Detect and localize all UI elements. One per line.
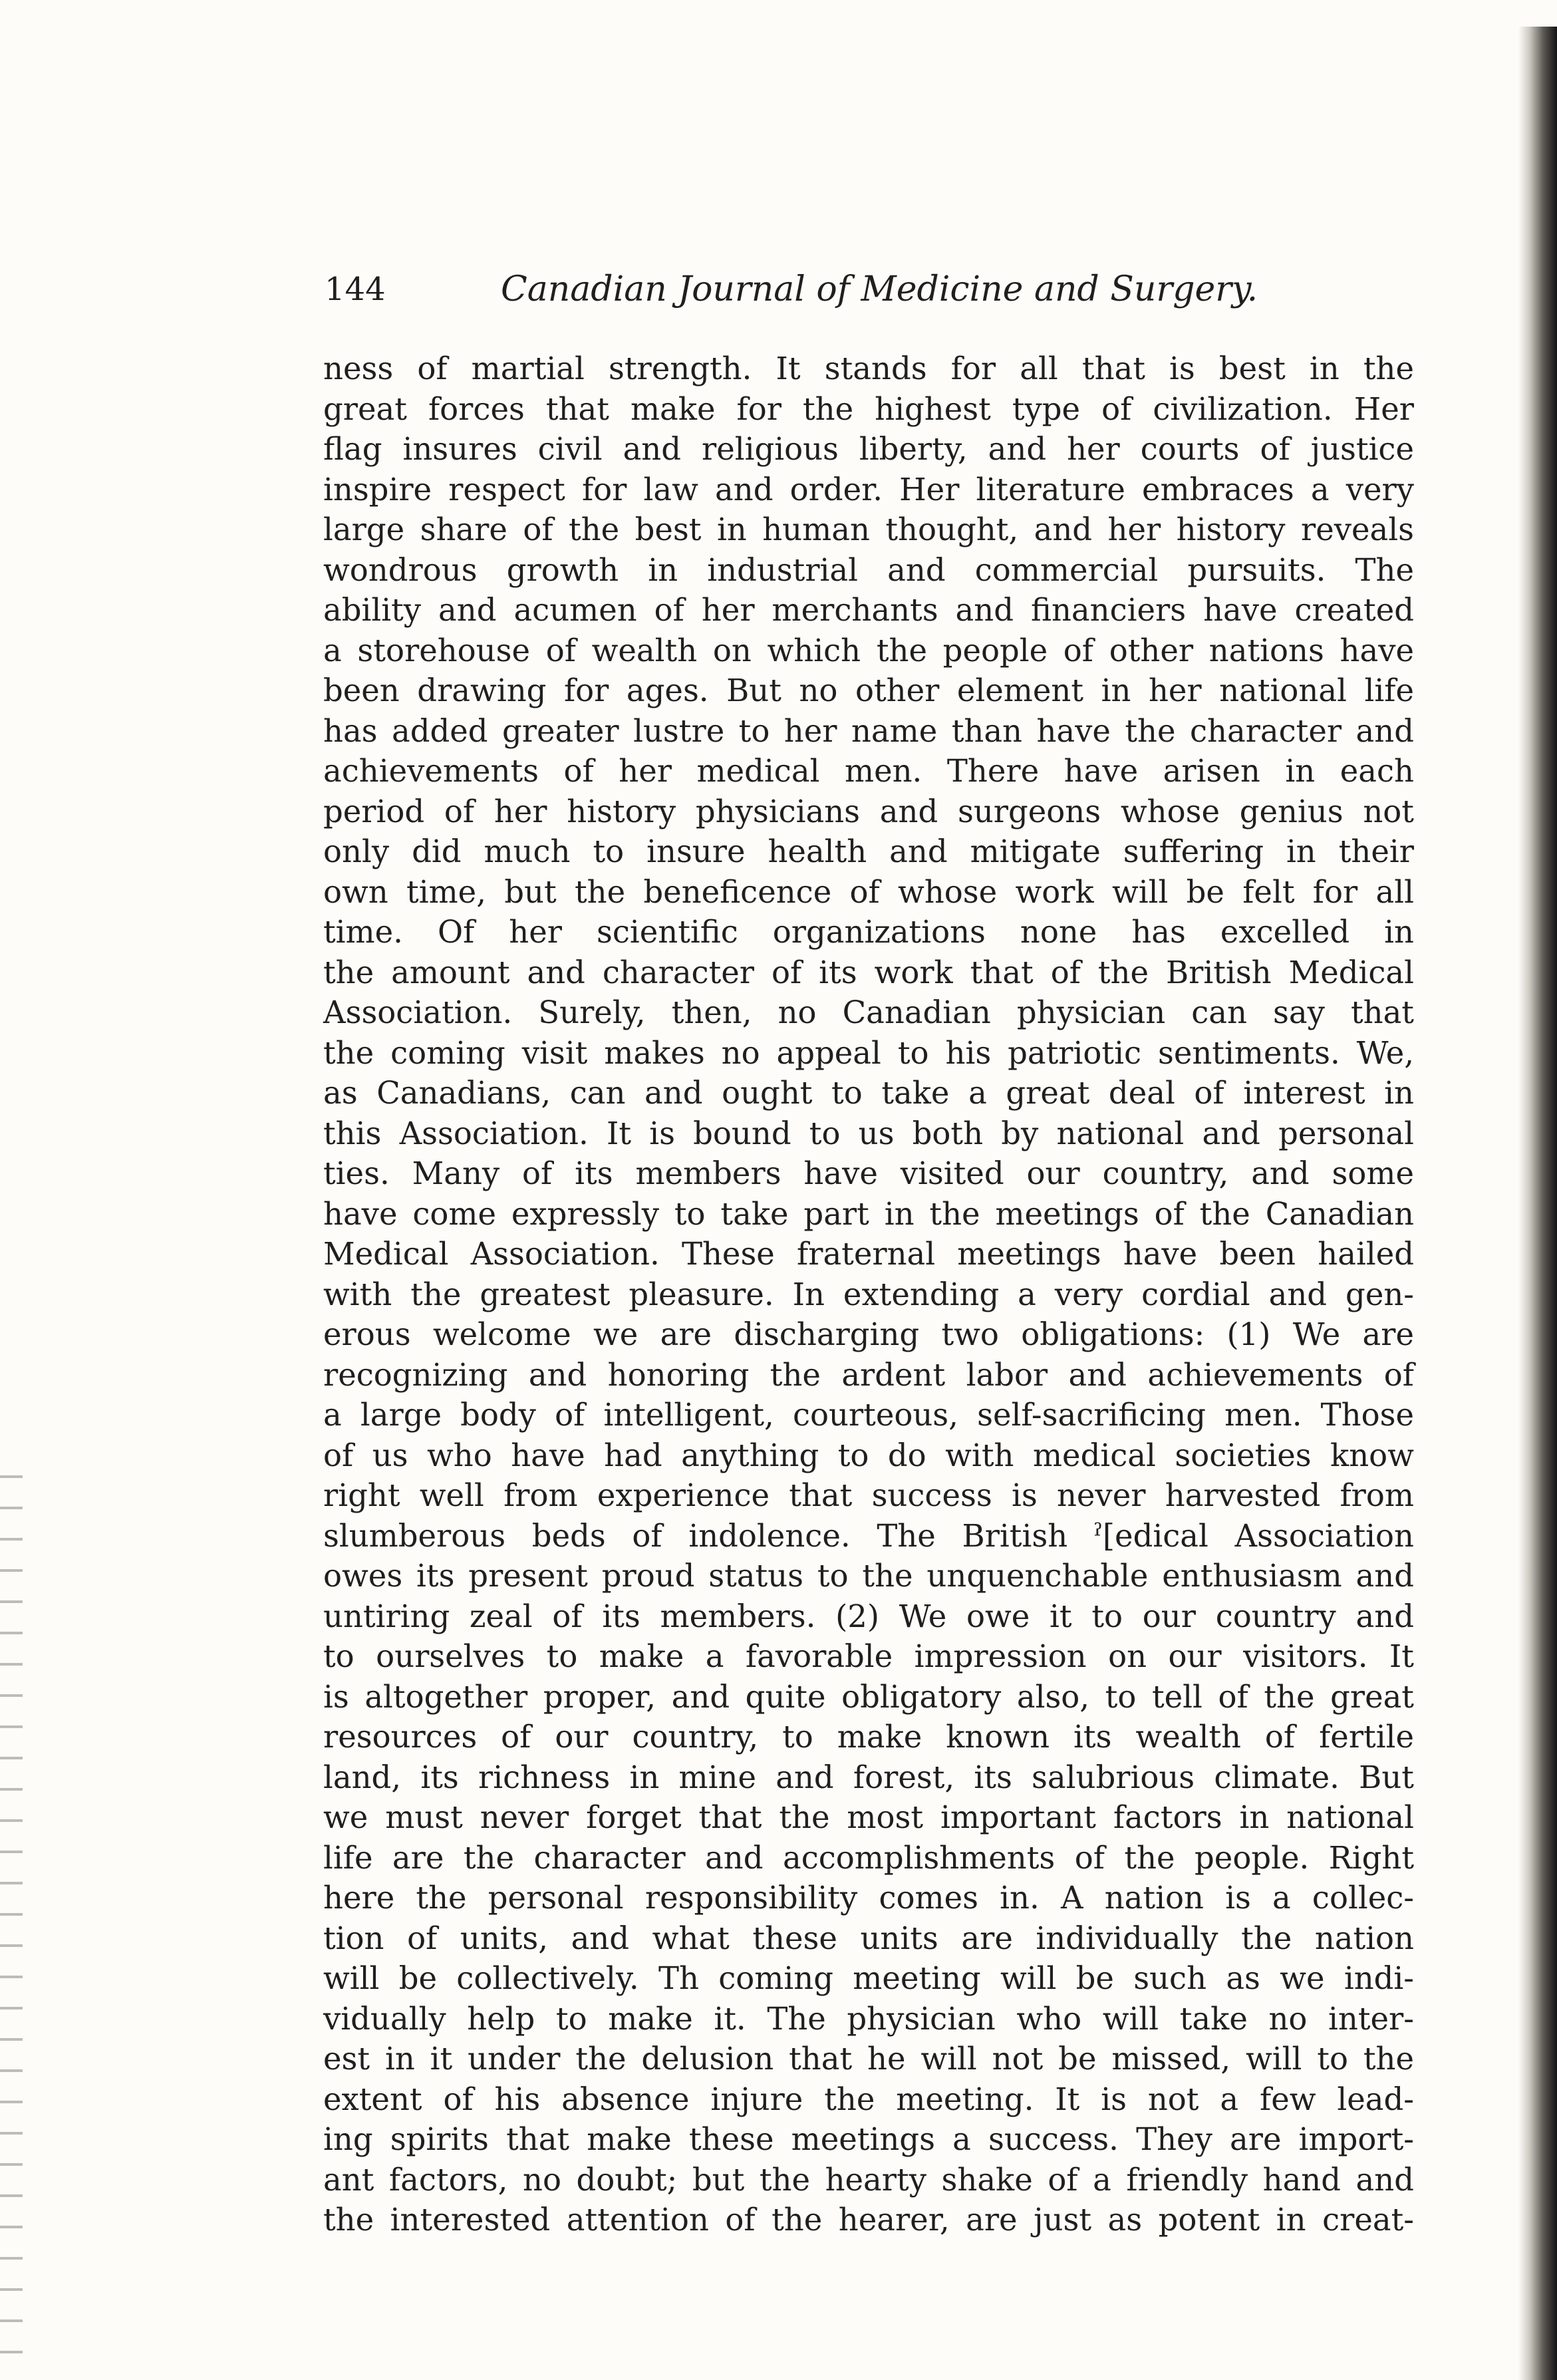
text-line: here the personal responsibility comes in. A nation is a collec- [323,1880,1414,1916]
text-line: extent of his absence injure the meeting. It is not a few lead- [323,2081,1414,2117]
text-line: wondrous growth in industrial and commercial pursuits. The [323,551,1414,588]
text-line: tion of units, and what these units are individually the nation [323,1920,1414,1956]
text-line: owes its present proud status to the unquenchable enthusiasm and [323,1558,1414,1594]
text-line: of us who have had anything to do with medical societies know [323,1437,1414,1473]
text-line: right well from experience that success is never harvested from [323,1477,1414,1513]
margin-specks [0,1463,23,2355]
text-line: large share of the best in human thought, and her history reveals [323,512,1414,547]
text-line: Association. Surely, then, no Canadian physician can say that [323,994,1414,1030]
text-line: is altogether proper, and quite obligatory also, to tell of the great [323,1678,1414,1715]
text-line: vidually help to make it. The physician who will take no inter- [323,2000,1414,2037]
text-line: to ourselves to make a favorable impression on our visitors. It [323,1638,1414,1674]
text-line: Medical Association. These fraternal meetings have been hailed [323,1236,1414,1272]
text-line: only did much to insure health and mitigate suffering in their [323,833,1414,869]
text-line: we must never forget that the most important factors in national [323,1799,1414,1835]
text-line: est in it under the delusion that he will not be missed, will to the [323,2041,1414,2077]
text-line: slumberous beds of indolence. The British ˀ[edical Association [323,1517,1414,1554]
text-line: been drawing for ages. But no other element in her national life [323,672,1414,708]
binding-edge-shadow [1518,27,1557,2380]
text-line: inspire respect for law and order. Her literature embraces a very [323,471,1414,508]
text-line: time. Of her scientific organizations none has excelled in [323,914,1414,950]
text-line: will be collectively. Th coming meeting will be such as we indi- [323,1960,1414,1996]
text-line: life are the character and accomplishments of the people. Right [323,1839,1414,1876]
text-line: a storehouse of wealth on which the people of other nations have [323,632,1414,669]
running-title: Canadian Journal of Medicine and Surgery. [501,269,1258,309]
text-line: have come expressly to take part in the meetings of the Canadian [323,1195,1414,1232]
text-line: as Canadians, can and ought to take a great deal of interest in [323,1075,1414,1111]
text-line: ing spirits that make these meetings a success. They are import- [323,2121,1414,2157]
page-number: 144 [325,271,386,308]
text-line: achievements of her medical men. There have arisen in each [323,753,1414,789]
text-line: erous welcome we are discharging two obligations: (1) We are [323,1316,1414,1352]
text-line: this Association. It is bound to us both by national and personal [323,1115,1414,1151]
text-line: the amount and character of its work that of the British Medical [323,954,1414,990]
text-line: untiring zeal of its members. (2) We owe it to our country and [323,1598,1414,1634]
text-line: period of her history physicians and surgeons whose genius not [323,793,1414,829]
text-line: has added greater lustre to her name than have the character and [323,712,1414,749]
text-line: resources of our country, to make known its wealth of fertile [323,1719,1414,1755]
text-line: own time, but the beneficence of whose work will be felt for all [323,873,1414,910]
text-line: ability and acumen of her merchants and financiers have created [323,592,1414,628]
text-line: recognizing and honoring the ardent labor and achievements of [323,1356,1414,1393]
text-line: the interested attention of the hearer, are just as potent in creat- [323,2202,1414,2238]
text-line: flag insures civil and religious liberty, and her courts of justice [323,431,1414,467]
text-line: ant factors, no doubt; but the hearty shake of a friendly hand and [323,2161,1414,2198]
text-line: ties. Many of its members have visited our country, and some [323,1155,1414,1191]
text-line: great forces that make for the highest type of civilization. Her [323,390,1414,427]
text-line: a large body of intelligent, courteous, self-sacrificing men. Those [323,1397,1414,1433]
text-line: with the greatest pleasure. In extending a very cordial and gen- [323,1276,1414,1312]
text-line: the coming visit makes no appeal to his patriotic sentiments. We, [323,1034,1414,1071]
page-header [325,266,1415,313]
body-text [323,349,1414,2240]
text-line: land, its richness in mine and forest, its salubrious climate. But [323,1759,1414,1795]
text-line: ness of martial strength. It stands for all that is best in the [323,351,1414,386]
